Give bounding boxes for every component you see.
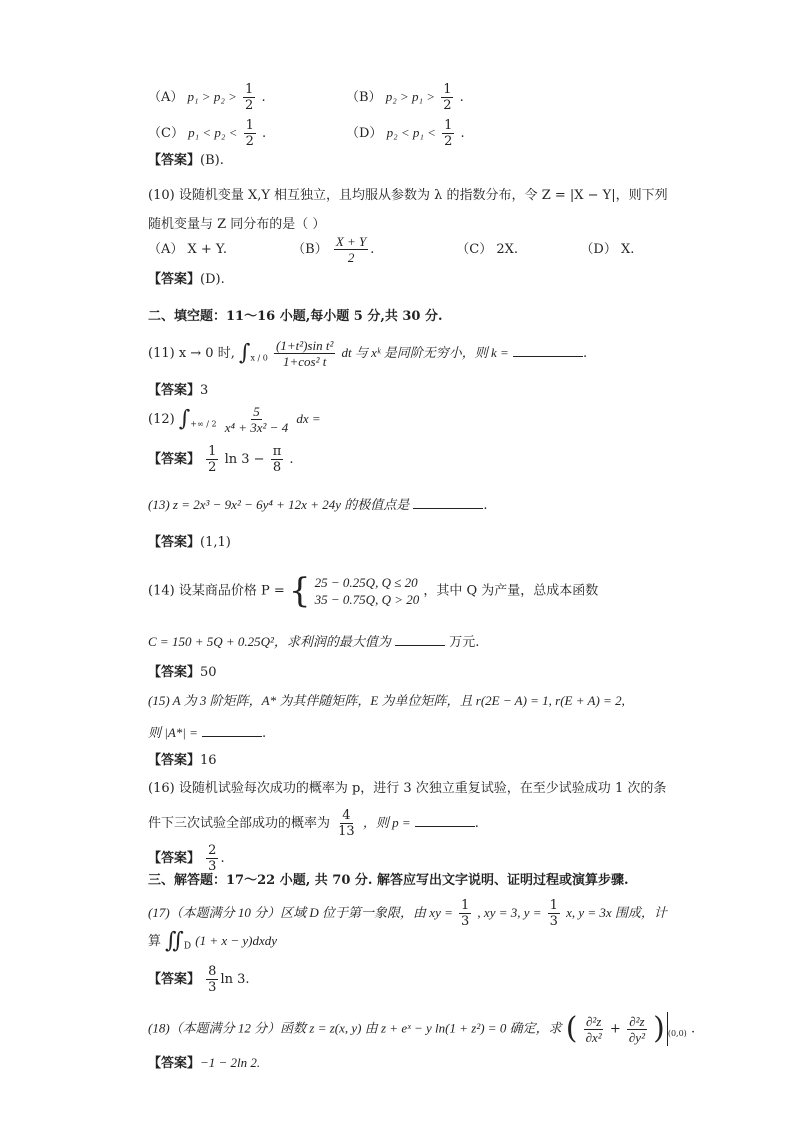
q16-text-line2: 件下三次试验全部成功的概率为 $\frac{4}{13}$ ，则 p = . [148, 808, 479, 839]
q14-text-line1: (14) 设某商品价格 P = { 25 − 0.25Q, Q ≤ 20 35 − 0.75Q, Q > 20 ，其中 Q 为产量，总成本函数 [148, 571, 599, 611]
q14-answer: 【答案】50 [148, 665, 217, 680]
fraction: $\frac{1}{2}$ [245, 118, 254, 149]
q10-text-line1: (10) 设随机变量 X,Y 相互独立，且均服从参数为 λ 的指数分布，令 Z = |X − Y|，则下列 [148, 188, 668, 203]
q18-answer: 【答案】−1 − 2ln 2. [148, 1055, 261, 1071]
q10-option-b: （B） $\frac{X + Y}{2}$ . [292, 234, 375, 265]
q17-answer: 【答案】 $\frac{8}{3}$ ln 3. [148, 964, 250, 995]
q11-integrand: $\frac{\text{(1+t²)sin t²}}{\text{1+cos² t}}$ [275, 338, 334, 369]
q9-option-b: （B） p₂ > p₁ > $\frac{1}{2}$ . [346, 82, 464, 113]
section-3-heading: 三、解答题：17～22 小题, 共 70 分. 解答应写出文字说明、证明过程或演算步骤. [148, 873, 629, 888]
q16-text-line1: (16) 设随机试验每次成功的概率为 p，进行 3 次独立重复试验，在至少试验成功 1 次的条 [148, 781, 667, 796]
q10-option-a: （A） X + Y. [148, 242, 227, 257]
answer-blank [413, 496, 483, 509]
q14-text-line2: C = 150 + 5Q + 0.25Q²，求利润的最大值为 万元. [148, 634, 480, 650]
q9-answer: 【答案】(B). [148, 153, 224, 168]
q16-answer: 【答案】 $\frac{2}{3}$ . [148, 843, 225, 874]
q9-option-c: （C） p₁ < p₂ < $\frac{1}{2}$ . [148, 118, 267, 149]
q13-text: (13) z = 2x³ − 9x² − 6y⁴ + 12x + 24y 的极值点是 . [148, 497, 488, 513]
q11-text: (11) x → 0 时, $\int_{x / 0}$ $\frac{\text{(1+t²)sin t²}}{\text{1+cos² t}}$ dt 与 xᵏ 是同阶无穷小，则 k = . [148, 338, 588, 369]
q9-option-a: （A） p₁ > p₂ > $\frac{1}{2}$ . [148, 82, 266, 113]
q12-answer: 【答案】 $\frac{1}{2}$ ln 3 − $\frac{\pi}{8}$ . [148, 444, 294, 475]
q12-text: (12) $\int_{+\infty / 2}$ $\frac{5}{\text{x⁴ + 3x² − 4}}$ dx = [148, 404, 321, 435]
fraction: $\frac{1}{2}$ [245, 82, 254, 113]
q10-option-d: （D） X. [580, 242, 635, 257]
answer-blank [415, 814, 475, 827]
q18-text: (18)（本题满分 12 分）函数 z = z(x, y) 由 z + eˣ − y ln(1 + z²) = 0 确定，求 ( $\frac{\text{∂²z}}{\text{∂x²}}$ + $\frac{\text{∂²z}}{\text{∂y²}}$ ) $_{(0,0)}$ . [148, 1011, 696, 1046]
fraction: $\frac{1}{2}$ [444, 118, 453, 149]
q15-text-line1: (15) A 为 3 阶矩阵，A* 为其伴随矩阵，E 为单位矩阵，且 r(2E − A) = 1, r(E + A) = 2, [148, 693, 625, 708]
q13-answer: 【答案】(1,1) [148, 535, 231, 550]
answer-blank [513, 344, 583, 357]
q9-option-d: （D） p₂ < p₁ < $\frac{1}{2}$ . [346, 118, 465, 149]
fraction: $\frac{1}{2}$ [443, 82, 452, 113]
q10-option-c: （C） 2X. [456, 242, 519, 257]
answer-blank [202, 724, 262, 737]
q11-answer: 【答案】3 [148, 383, 209, 398]
section-2-heading: 二、填空题：11～16 小题,每小题 5 分,共 30 分. [148, 309, 443, 324]
q15-text-line2: 则 |A*| = . [148, 725, 267, 741]
price-piecewise: 25 − 0.25Q, Q ≤ 20 35 − 0.75Q, Q > 20 [314, 575, 420, 607]
q15-answer: 【答案】16 [148, 753, 217, 768]
q10-text-line2: 随机变量与 Z 同分布的是（ ） [148, 217, 326, 232]
q10-options [148, 234, 634, 265]
q10-answer: 【答案】(D). [148, 272, 225, 287]
q17-text-line1: (17)（本题满分 10 分）区域 D 位于第一象限，由 xy = $\frac{1}{3}$ , xy = 3, y = $\frac{1}{3}$ x, y = 3x 围成，计 [148, 898, 667, 929]
q17-text-line2: 算 $∬_D$ (1 + x − y)dxdy [148, 928, 278, 954]
answer-blank [395, 633, 445, 646]
